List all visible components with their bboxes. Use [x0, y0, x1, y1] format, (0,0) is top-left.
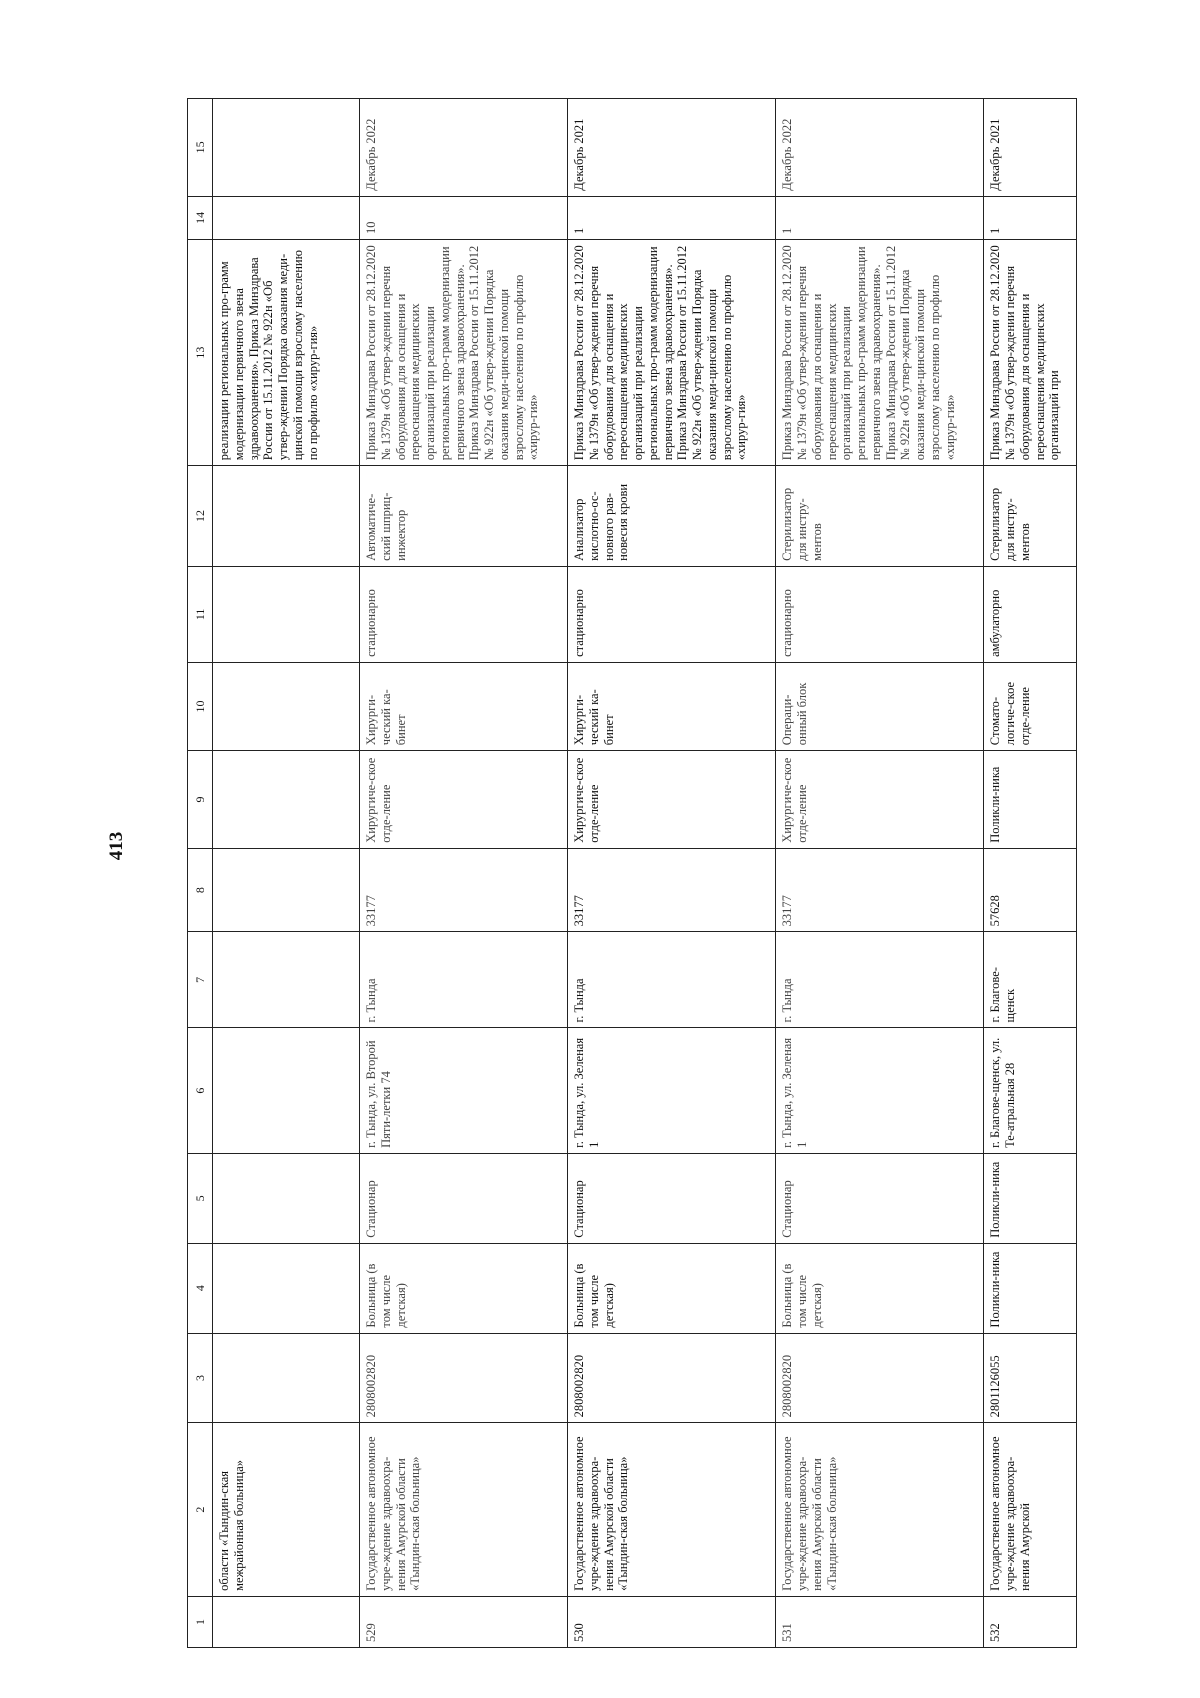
column-header: 6 — [188, 1028, 213, 1153]
cell-care-form: стационарно — [776, 566, 984, 662]
cell-number: 530 — [568, 1596, 776, 1647]
cell-basis: Приказ Минздрава России от 28.12.2020 № 1379н «Об утвер-ждении перечня оборудования для оснащения и переоснащения медицинских организаций при реализации региональных про-грамм модернизации первичного звена здравоохранения». Приказ Минздрава России от 15.11.2012 № 922н «Об утвер-ждении Порядка оказания меди-цинской помощи взрослому населению по профилю «хирур-гия» — [568, 240, 776, 466]
column-header: 10 — [188, 662, 213, 750]
cell-address: г. Тында, ул. Второй Пяти-летки 74 — [360, 1028, 568, 1153]
cell-unit: Хирурги-ческий ка-бинет — [568, 662, 776, 750]
column-header: 3 — [188, 1333, 213, 1423]
cell-locality: г. Тында — [568, 932, 776, 1028]
column-header: 8 — [188, 848, 213, 932]
cell-locality — [213, 932, 360, 1028]
cell-subtype: Стационар — [776, 1153, 984, 1243]
cell-quantity: 1 — [984, 196, 1077, 239]
table-row-continued — [213, 99, 360, 1648]
cell-equipment: Стерилизатор для инстру-ментов — [776, 466, 984, 567]
cell-quantity: 10 — [360, 196, 568, 239]
column-header: 2 — [188, 1423, 213, 1597]
cell-care-form: амбулаторно — [984, 566, 1077, 662]
column-header: 5 — [188, 1153, 213, 1243]
cell-inn: 2808002820 — [776, 1333, 984, 1423]
table-row — [776, 99, 984, 1648]
cell-date: Декабрь 2022 — [776, 99, 984, 197]
cell-organization: области «Тындин-ская межрайонная больница» — [213, 1423, 360, 1597]
cell-date: Декабрь 2022 — [360, 99, 568, 197]
cell-department: Хирургиче-ское отде-ление — [776, 751, 984, 849]
cell-population: 33177 — [360, 848, 568, 932]
column-header: 11 — [188, 566, 213, 662]
cell-care-form: стационарно — [568, 566, 776, 662]
cell-basis: Приказ Минздрава России от 28.12.2020 № 1379н «Об утвер-ждении перечня оборудования для оснащения и переоснащения медицинских организаций при — [984, 240, 1077, 466]
cell-subtype: Поликли-ника — [984, 1153, 1077, 1243]
column-header: 4 — [188, 1243, 213, 1333]
cell-inn: 2801126055 — [984, 1333, 1077, 1423]
cell-inn — [213, 1333, 360, 1423]
column-header: 14 — [188, 196, 213, 239]
cell-organization: Государственное автономное учре-ждение здравоохра-нения Амурской области «Тындин-ская больница» — [568, 1423, 776, 1597]
cell-address: г. Благове-щенск, ул. Те-атральная 28 — [984, 1028, 1077, 1153]
cell-quantity: 1 — [568, 196, 776, 239]
cell-department — [213, 751, 360, 849]
cell-number: 529 — [360, 1596, 568, 1647]
cell-unit: Стомато-логиче-ское отде-ление — [984, 662, 1077, 750]
column-header: 15 — [188, 99, 213, 197]
cell-inn: 2808002820 — [360, 1333, 568, 1423]
cell-type: Больница (в том числе детская) — [360, 1243, 568, 1333]
cell-population — [213, 848, 360, 932]
cell-department: Поликли-ника — [984, 751, 1077, 849]
cell-number: 531 — [776, 1596, 984, 1647]
table-row — [568, 99, 776, 1648]
cell-unit: Операци-онный блок — [776, 662, 984, 750]
column-header: 7 — [188, 932, 213, 1028]
cell-inn: 2808002820 — [568, 1333, 776, 1423]
column-header: 9 — [188, 751, 213, 849]
cell-date: Декабрь 2021 — [984, 99, 1077, 197]
cell-number — [213, 1596, 360, 1647]
cell-type: Больница (в том числе детская) — [568, 1243, 776, 1333]
cell-address: г. Тында, ул. Зеленая 1 — [776, 1028, 984, 1153]
cell-address: г. Тында, ул. Зеленая 1 — [568, 1028, 776, 1153]
cell-equipment — [213, 466, 360, 567]
cell-equipment: Анализатор кислотно-ос-новного рав-новесия крови — [568, 466, 776, 567]
cell-quantity — [213, 196, 360, 239]
cell-unit — [213, 662, 360, 750]
cell-locality: г. Тында — [776, 932, 984, 1028]
cell-subtype: Стационар — [568, 1153, 776, 1243]
cell-population: 33177 — [776, 848, 984, 932]
cell-basis: Приказ Минздрава России от 28.12.2020 № 1379н «Об утвер-ждении перечня оборудования для оснащения и переоснащения медицинских организаций при реализации региональных про-грамм модернизации первичного звена здравоохранения». Приказ Минздрава России от 15.11.2012 № 922н «Об утвер-ждении Порядка оказания меди-цинской помощи взрослому населению по профилю «хирур-гия» — [776, 240, 984, 466]
cell-care-form — [213, 566, 360, 662]
cell-equipment: Стерилизатор для инстру-ментов — [984, 466, 1077, 567]
cell-type: Больница (в том числе детская) — [776, 1243, 984, 1333]
cell-population: 33177 — [568, 848, 776, 932]
cell-care-form: стационарно — [360, 566, 568, 662]
column-header: 12 — [188, 466, 213, 567]
rotated-table-wrapper — [187, 98, 1077, 1648]
cell-organization: Государственное автономное учре-ждение здравоохра-нения Амурской — [984, 1423, 1077, 1597]
cell-date: Декабрь 2021 — [568, 99, 776, 197]
cell-department: Хирургиче-ское отде-ление — [568, 751, 776, 849]
cell-department: Хирургиче-ское отде-ление — [360, 751, 568, 849]
cell-unit: Хирурги-ческий ка-бинет — [360, 662, 568, 750]
cell-subtype — [213, 1153, 360, 1243]
column-number-row — [188, 99, 213, 1648]
cell-subtype: Стационар — [360, 1153, 568, 1243]
cell-quantity: 1 — [776, 196, 984, 239]
cell-date — [213, 99, 360, 197]
cell-organization: Государственное автономное учре-ждение здравоохра-нения Амурской области «Тындин-ская больница» — [776, 1423, 984, 1597]
table-row — [984, 99, 1077, 1648]
cell-population: 57628 — [984, 848, 1077, 932]
cell-organization: Государственное автономное учре-ждение здравоохра-нения Амурской области «Тындин-ская больница» — [360, 1423, 568, 1597]
cell-basis: реализации региональных про-грамм модернизации первичного звена здравоохранения». Приказ Минздрава России от 15.11.2012 № 922н «Об утвер-ждении Порядка оказания меди-цинской помощи взрослому населению по профилю «хирур-гия» — [213, 240, 360, 466]
table-row — [360, 99, 568, 1648]
cell-locality: г. Тында — [360, 932, 568, 1028]
cell-equipment: Автоматиче-ский шприц-инжектор — [360, 466, 568, 567]
equipment-table — [187, 98, 1077, 1648]
cell-basis: Приказ Минздрава России от 28.12.2020 № 1379н «Об утвер-ждении перечня оборудования для оснащения и переоснащения медицинских организаций при реализации региональных про-грамм модернизации первичного звена здравоохранения». Приказ Минздрава России от 15.11.2012 № 922н «Об утвер-ждении Порядка оказания меди-цинской помощи взрослому населению по профилю «хирур-гия» — [360, 240, 568, 466]
cell-type: Поликли-ника — [984, 1243, 1077, 1333]
column-header: 13 — [188, 240, 213, 466]
cell-address — [213, 1028, 360, 1153]
page-number: 413 — [106, 831, 127, 861]
cell-locality: г. Благове-щенск — [984, 932, 1077, 1028]
cell-number: 532 — [984, 1596, 1077, 1647]
cell-type — [213, 1243, 360, 1333]
column-header: 1 — [188, 1596, 213, 1647]
